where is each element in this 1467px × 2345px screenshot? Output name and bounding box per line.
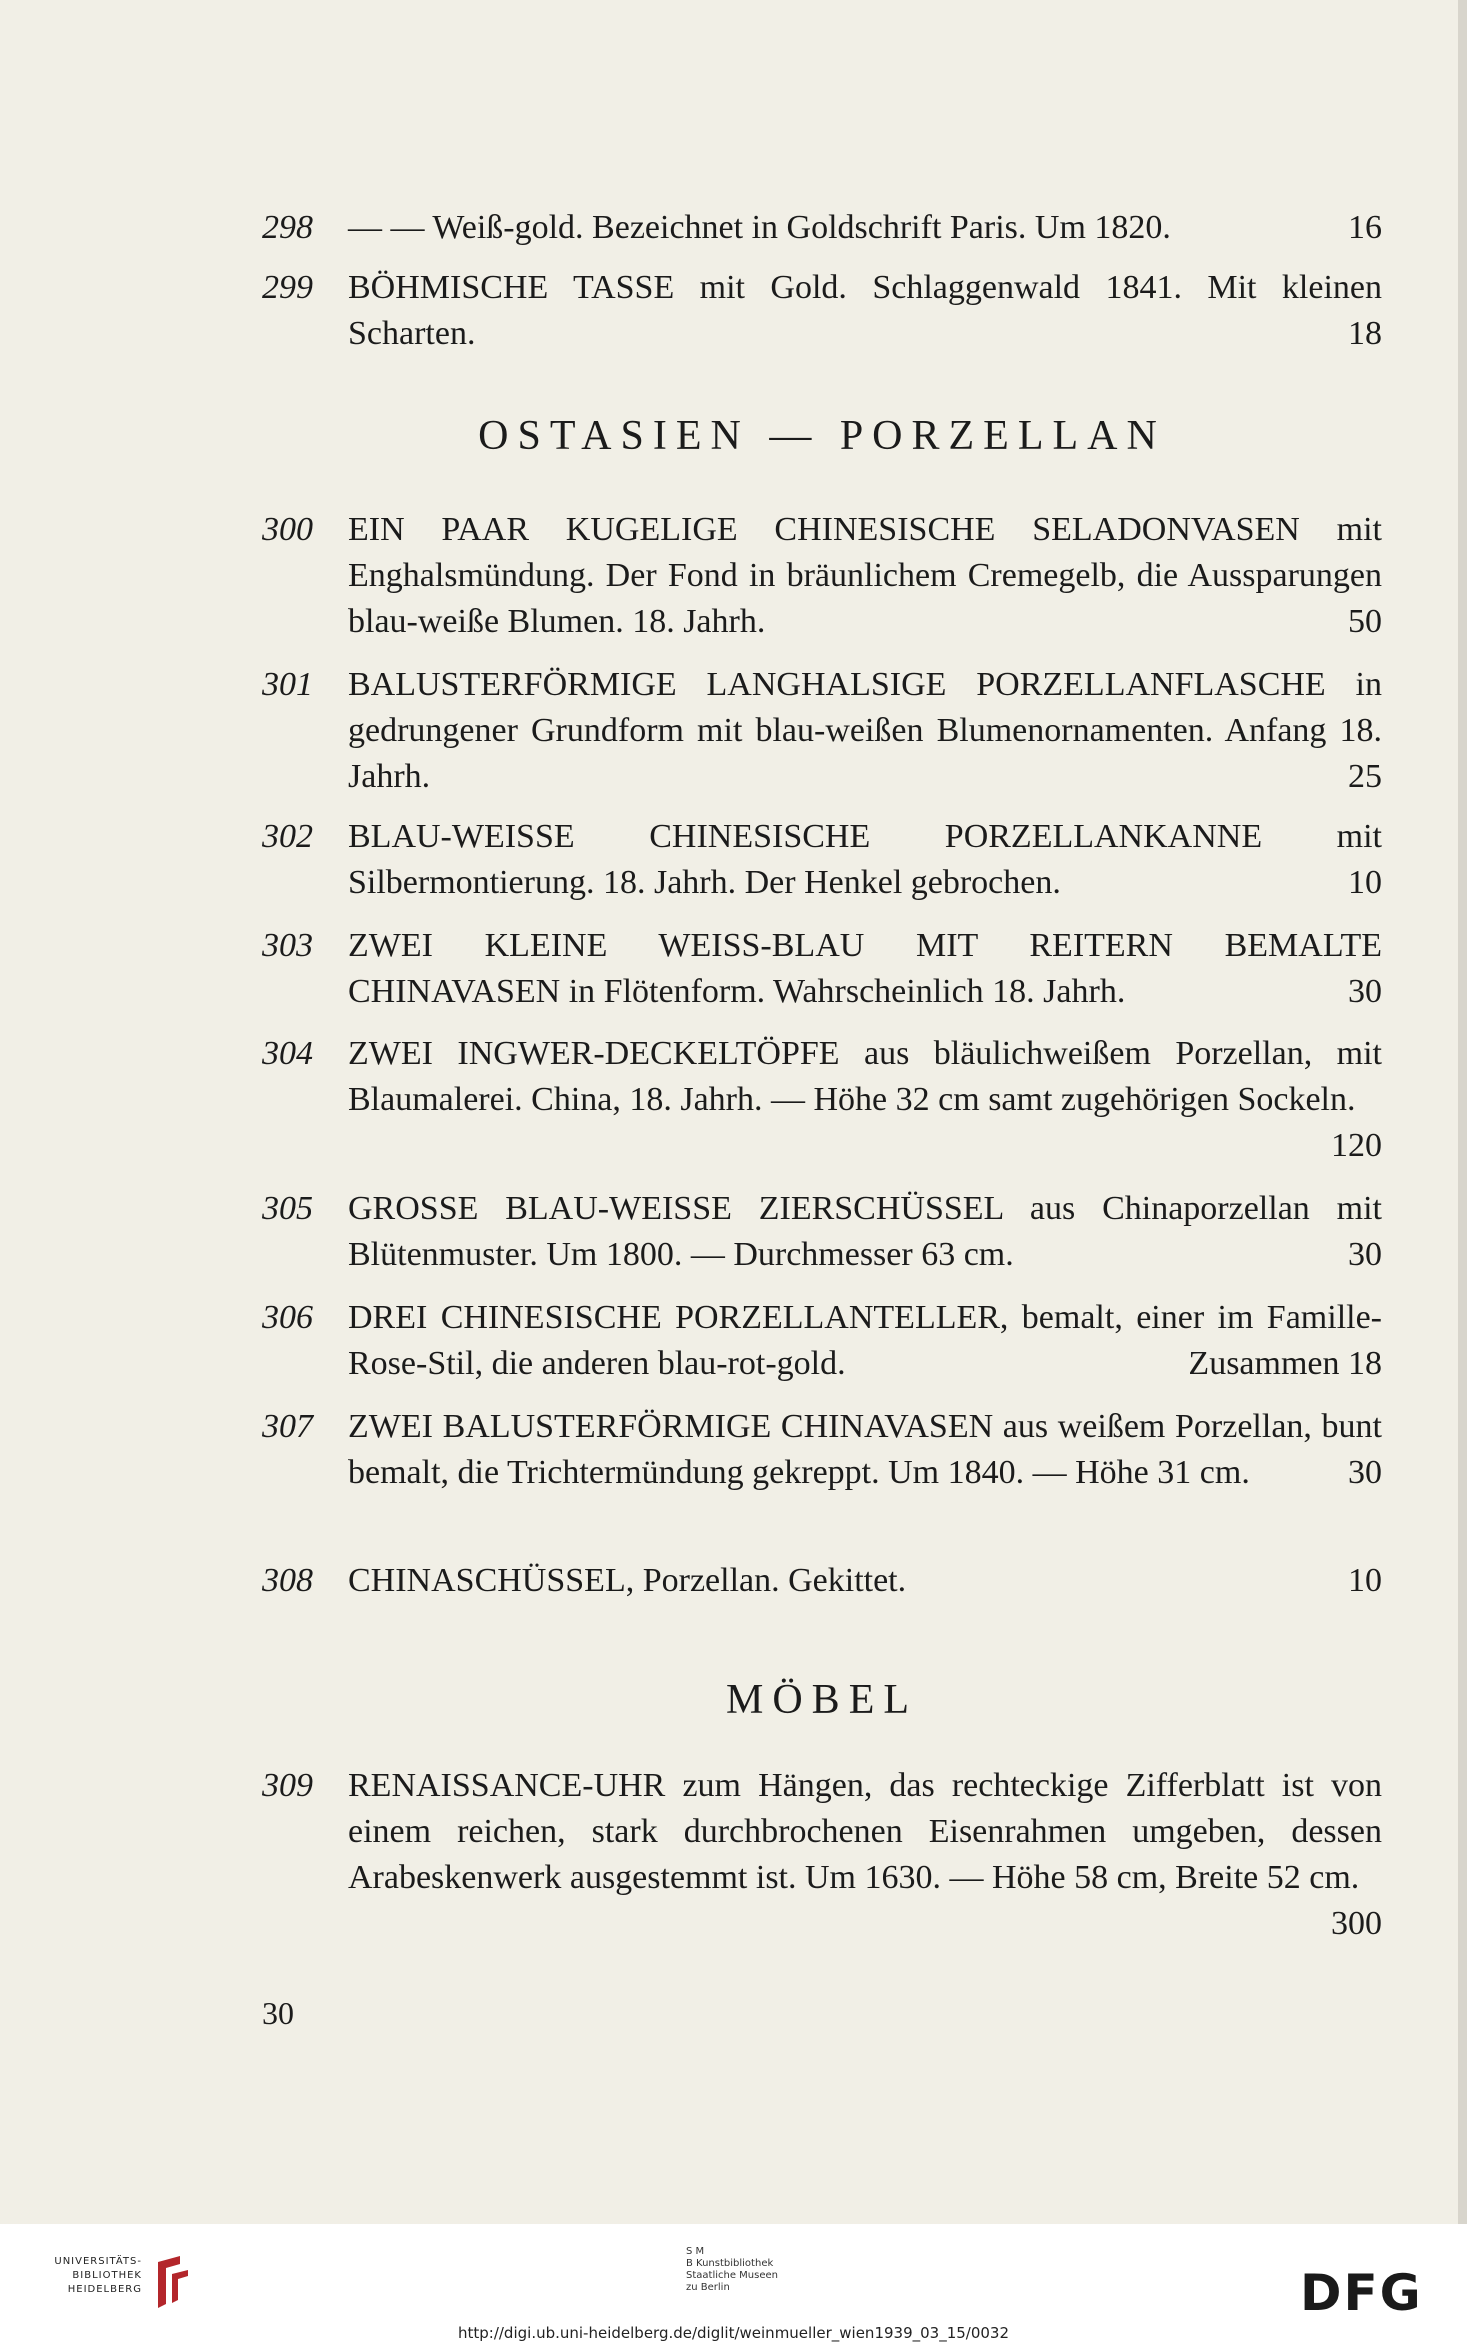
viewer-footer [0, 2224, 1467, 2345]
lot-description: BALUSTERFÖRMIGE LANGHALSIGE PORZELLANFLASCHE in gedrungener Grundform mit blau-weißen Blumenornamenten. Anfang 18. Jahrh. [348, 666, 1382, 795]
lot-number: 306 [262, 1299, 313, 1336]
lot-description: GROSSE BLAU-WEISSE ZIERSCHÜSSEL aus Chinaporzellan mit Blütenmuster. Um 1800. — Durchmesser 63 cm. [348, 1190, 1382, 1273]
catalog-entry [262, 265, 1382, 357]
lot-price: 120 [1331, 1127, 1382, 1164]
lot-number: 304 [262, 1035, 313, 1072]
catalog-entry [262, 1186, 1382, 1278]
lot-price: 50 [1348, 603, 1382, 640]
catalog-entry [262, 1558, 1382, 1604]
lot-number: 305 [262, 1190, 313, 1227]
catalog-entry [262, 205, 1382, 251]
university-library-logo[interactable] [22, 2254, 182, 2314]
lot-price: 30 [1348, 973, 1382, 1010]
catalog-entry [262, 1295, 1382, 1387]
lot-description: DREI CHINESISCHE PORZELLANTELLER, bemalt, einer im Famille-Rose-Stil, die anderen blau-rot-gold. [348, 1299, 1382, 1382]
library-name-line: HEIDELBERG [67, 2284, 142, 2295]
catalog-entry [262, 1404, 1382, 1496]
lot-price: 25 [1348, 758, 1382, 795]
catalog-entry [262, 923, 1382, 1015]
catalog-entry [262, 814, 1382, 906]
museum-library-logo[interactable] [686, 2246, 806, 2336]
lot-price: 30 [1348, 1236, 1382, 1273]
museum-text-line: zu Berlin [686, 2282, 730, 2293]
museum-text-line: B Kunstbibliothek [686, 2258, 774, 2269]
library-name-line: BIBLIOTHEK [72, 2270, 142, 2281]
lot-description: BLAU-WEISSE CHINESISCHE PORZELLANKANNE mit Silbermontierung. 18. Jahrh. Der Henkel gebrochen. [348, 818, 1382, 901]
lot-number: 300 [262, 511, 313, 548]
lot-description: ZWEI KLEINE WEISS-BLAU MIT REITERN BEMALTE CHINAVASEN in Flötenform. Wahrscheinlich 18. Jahrh. [348, 927, 1382, 1010]
lot-price: 30 [1348, 1454, 1382, 1491]
catalog-entry [262, 1031, 1382, 1169]
lot-description: EIN PAAR KUGELIGE CHINESISCHE SELADONVASEN mit Enghalsmündung. Der Fond in bräunlichem Cremegelb, die Aussparungen blau-weiße Blumen. 18. Jahrh. [348, 511, 1382, 640]
section-heading-moebel: MÖBEL [726, 1677, 918, 1723]
lot-description: — — Weiß-gold. Bezeichnet in Goldschrift Paris. Um 1820. [348, 209, 1171, 246]
lot-number: 308 [262, 1562, 313, 1599]
lot-description: ZWEI BALUSTERFÖRMIGE CHINAVASEN aus weißem Porzellan, bunt bemalt, die Trichtermündung gekreppt. Um 1840. — Höhe 31 cm. [348, 1408, 1382, 1491]
lot-price: 10 [1348, 1562, 1382, 1599]
museum-text-line: Staatliche Museen [686, 2270, 778, 2281]
museum-text-line: S M [686, 2246, 705, 2257]
lot-price: 18 [1348, 315, 1382, 352]
lot-number: 307 [262, 1408, 313, 1445]
lot-description: CHINASCHÜSSEL, Porzellan. Gekittet. [348, 1562, 907, 1599]
catalog-entry [262, 1763, 1382, 1947]
lot-number: 298 [262, 209, 313, 246]
lot-number: 309 [262, 1767, 313, 1804]
lot-number: 299 [262, 269, 313, 306]
lot-number: 302 [262, 818, 313, 855]
lot-number: 301 [262, 666, 313, 703]
library-name-line: UNIVERSITÄTS- [54, 2256, 142, 2267]
catalog-entry [262, 662, 1382, 800]
catalog-entry [262, 507, 1382, 645]
lot-description: BÖHMISCHE TASSE mit Gold. Schlaggenwald 1841. Mit kleinen Scharten. [348, 269, 1382, 352]
section-heading-ostasien: OSTASIEN — PORZELLAN [478, 413, 1166, 459]
dfg-logo[interactable]: DFG [1300, 2264, 1423, 2322]
lot-price: 16 [1348, 209, 1382, 246]
page-number: 30 [262, 1995, 294, 2031]
permalink-url[interactable]: http://digi.ub.uni-heidelberg.de/diglit/weinmueller_wien1939_03_15/0032 [457, 2324, 1010, 2342]
lot-description: RENAISSANCE-UHR zum Hängen, das rechteckige Zifferblatt ist von einem reichen, stark durchbrochenen Eisenrahmen umgeben, dessen Arabeskenwerk ausgestemmt ist. Um 1630. — Höhe 58 cm, Breite 52 cm. [348, 1767, 1382, 1896]
lot-description: ZWEI INGWER-DECKELTÖPFE aus bläulichweißem Porzellan, mit Blaumalerei. China, 18. Jahrh. — Höhe 32 cm samt zugehörigen Sockeln. [348, 1035, 1382, 1118]
lot-number: 303 [262, 927, 313, 964]
lot-price: 10 [1348, 864, 1382, 901]
page-edge [1458, 0, 1467, 2224]
lot-price: 300 [1331, 1905, 1382, 1942]
library-emblem-icon [150, 2254, 194, 2310]
lot-price: Zusammen 18 [1188, 1345, 1382, 1382]
